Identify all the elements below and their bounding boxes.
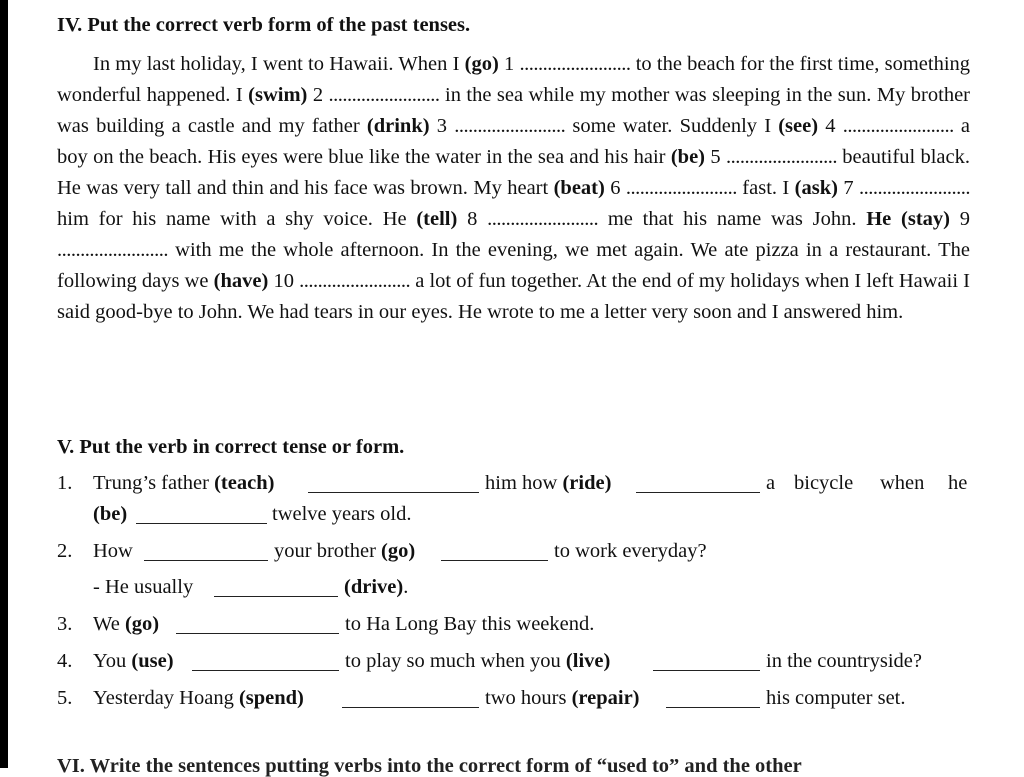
blank-number: 4 [818, 115, 843, 137]
question-text: a [766, 472, 776, 494]
answer-line[interactable] [636, 472, 760, 493]
passage-text: him for his name with a shy voice. He [57, 208, 417, 230]
verb-cue: He (stay) [866, 208, 950, 230]
answer-blank[interactable]: ........................ [859, 177, 971, 199]
question-number: 1. [57, 472, 73, 494]
answer-line[interactable] [653, 650, 760, 671]
answer-blank[interactable]: ........................ [625, 177, 737, 199]
question-text: bicycle [794, 472, 854, 494]
answer-blank[interactable]: ........................ [328, 84, 440, 106]
blank-number: 3 [429, 115, 455, 137]
question-3 [57, 613, 970, 643]
question-number: 4. [57, 650, 73, 672]
question-text: twelve years old. [272, 503, 412, 525]
question-number: 2. [57, 540, 73, 562]
page-edge-shadow [0, 0, 8, 768]
answer-blank[interactable]: ........................ [487, 208, 599, 230]
question-text: when [880, 472, 925, 494]
blank-number: 2 [307, 84, 329, 106]
section-5-title: V. Put the verb in correct tense or form. [57, 436, 405, 458]
passage-text: a lot of fun together. At the end of my holidays when I left Hawaii I said good-bye to John. We had tears in our eyes. He wrote to me a letter very soon and I answered him. [57, 270, 971, 323]
verb-cue: (be) [670, 146, 705, 168]
question-text: Yesterday Hoang (spend) [93, 687, 304, 709]
question-text: We (go) [93, 613, 160, 635]
verb-cue: (use) [131, 650, 174, 672]
verb-cue: (go) [124, 613, 160, 635]
verb-cue: (teach) [214, 472, 275, 494]
verb-cue: (have) [213, 270, 269, 292]
answer-line[interactable] [666, 687, 760, 708]
question-number: 5. [57, 687, 73, 709]
blank-number: 9 [950, 208, 971, 230]
question-text: he [948, 472, 968, 494]
question-text: in the countryside? [766, 650, 922, 672]
verb-cue: (spend) [238, 687, 304, 709]
verb-cue: (ride) [562, 472, 612, 494]
answer-blank[interactable]: ........................ [842, 115, 954, 137]
question-2 [57, 540, 970, 570]
question-text: to play so much when you (live) [345, 650, 611, 672]
question-text: to Ha Long Bay this weekend. [345, 613, 595, 635]
question-text: to work everyday? [554, 540, 707, 562]
question-text: him how (ride) [485, 472, 612, 494]
answer-line[interactable] [136, 503, 267, 524]
question-4 [57, 650, 970, 680]
passage-text: to the beach for the first time, something wonderful happened. I [57, 53, 971, 106]
verb-cue: (drink) [366, 115, 430, 137]
verb-cue: (swim) [248, 84, 308, 106]
answer-line[interactable] [176, 613, 339, 634]
question-5 [57, 687, 970, 717]
answer-blank[interactable]: ........................ [299, 270, 411, 292]
verb-cue: (ask) [794, 177, 838, 199]
answer-line[interactable] [214, 576, 338, 597]
question-text: How [93, 540, 133, 562]
answer-line[interactable] [308, 472, 479, 493]
question-2-reply [57, 576, 970, 606]
question-text: your brother (go) [274, 540, 416, 562]
blank-number: 7 [837, 177, 860, 199]
question-number: 3. [57, 613, 73, 635]
verb-cue: (tell) [416, 208, 458, 230]
blank-number: 10 [268, 270, 300, 292]
answer-line[interactable] [144, 540, 268, 561]
passage-text: me that his name was John. [598, 208, 867, 230]
passage-text: a boy on the beach. His eyes were blue like the water in the sea and his hair [57, 115, 970, 168]
section-4-passage [57, 49, 970, 328]
answer-line[interactable] [441, 540, 548, 561]
verb-cue: (see) [778, 115, 819, 137]
question-text: (drive). [344, 576, 409, 598]
question-text: You (use) [93, 650, 174, 672]
verb-cue: (live) [565, 650, 611, 672]
question-1 [57, 472, 970, 502]
verb-cue: (repair) [571, 687, 640, 709]
question-text: his computer set. [766, 687, 906, 709]
answer-blank[interactable]: ........................ [454, 115, 566, 137]
section-6-title: VI. Write the sentences putting verbs into the correct form of “used to” and the other [57, 755, 802, 777]
question-text: Trung’s father (teach) [93, 472, 275, 494]
passage-text: with me the whole afternoon. In the evening, we met again. We ate pizza in a restaurant. The following days we [57, 239, 970, 292]
verb-cue: (go) [464, 53, 499, 75]
verb-cue: (beat) [553, 177, 605, 199]
answer-blank[interactable]: ........................ [57, 239, 168, 261]
passage-text: In my last holiday, I went to Hawaii. When I [93, 53, 465, 75]
blank-number: 6 [604, 177, 626, 199]
section-6-title-cropped [57, 755, 975, 777]
answer-blank[interactable]: ........................ [725, 146, 837, 168]
answer-line[interactable] [192, 650, 339, 671]
blank-number: 8 [457, 208, 488, 230]
section-4-title: IV. Put the correct verb form of the past tenses. [57, 14, 471, 36]
question-1-continued [57, 503, 970, 533]
answer-blank[interactable]: ........................ [519, 53, 631, 75]
passage-text: beautiful black. He was very tall and thin and his face was brown. My heart [57, 146, 970, 199]
question-text: - He usually [93, 576, 194, 598]
passage-text: fast. I [736, 177, 795, 199]
passage-text: in the sea while my mother was sleeping in the sun. My brother was building a castle and my father [57, 84, 970, 137]
verb-cue: (be) [93, 503, 128, 525]
verb-cue: (go) [381, 540, 416, 562]
answer-line[interactable] [342, 687, 479, 708]
passage-text: some water. Suddenly I [565, 115, 779, 137]
question-text: two hours (repair) [485, 687, 640, 709]
blank-number: 1 [498, 53, 520, 75]
verb-cue: (drive) [344, 576, 404, 598]
blank-number: 5 [705, 146, 726, 168]
